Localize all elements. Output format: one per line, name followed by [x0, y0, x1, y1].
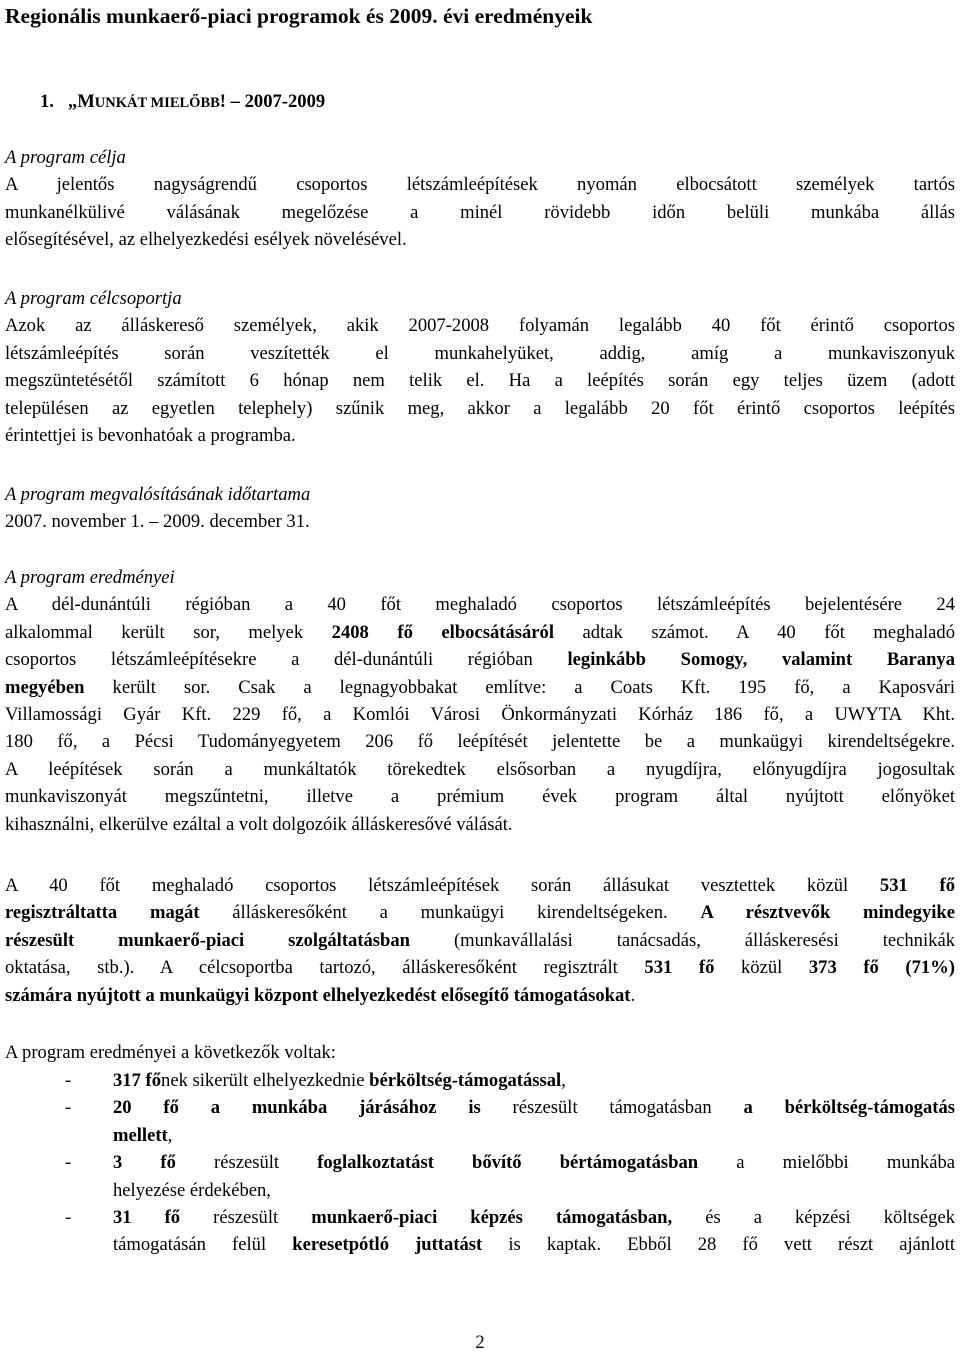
- results-list-intro: A program eredményei a következők voltak:: [5, 1042, 336, 1063]
- bold-run: bérköltség-támogatással: [369, 1070, 562, 1091]
- results-heading: A program eredményei: [5, 567, 175, 588]
- results-p1-line-5: Villamossági Gyár Kft. 229 fő, a Komlói Városi Önkormányzati Kórház 186 fő, a UWYTA Kht.: [5, 704, 955, 726]
- results-section: [5, 564, 955, 838]
- text-run: nek sikerült elhelyezkednie: [161, 1070, 370, 1091]
- results-p2-line-1: [5, 872, 955, 899]
- bold-run: mellett: [113, 1124, 168, 1146]
- text-run: részesült: [175, 1152, 318, 1174]
- section-number: 1.: [40, 91, 54, 112]
- results-p1-line-3: [5, 646, 955, 673]
- duration-section: [5, 481, 955, 536]
- bold-run: részesült munkaerő-piaci szolgáltatásban: [5, 929, 411, 951]
- text-run: csoportos létszámleépítésekre a dél-dunántúli régióban: [5, 649, 568, 671]
- section-heading: [40, 88, 325, 117]
- list-item: [5, 1204, 955, 1259]
- bold-run: 531 fő: [879, 875, 955, 896]
- duration-heading: A program megvalósításának időtartama: [5, 484, 311, 505]
- section-name-close: !: [219, 91, 226, 112]
- text-run: közül: [714, 957, 809, 979]
- list-item-body: [113, 1094, 955, 1149]
- results-p2-line-5: [5, 982, 955, 1009]
- text-run: ,: [167, 1124, 173, 1146]
- bold-run: 373 fő (71%): [808, 957, 955, 979]
- bold-run: regisztráltatta magát: [5, 902, 200, 924]
- text-run: .: [630, 984, 636, 1006]
- list-item-body: [113, 1149, 955, 1204]
- bold-run: munkaerő-piaci képzés támogatásban,: [311, 1207, 673, 1229]
- list-item: [5, 1067, 955, 1094]
- text-run: részesült: [180, 1207, 312, 1229]
- section-name-smallcaps: UNKÁT MIELŐBB: [94, 95, 220, 111]
- bold-run: 3 fő: [113, 1152, 176, 1174]
- results-p2-line-3: [5, 927, 955, 954]
- text-run: (munkavállalási tanácsadás, álláskeresési technikák: [410, 929, 955, 951]
- text-run: részesült támogatásban: [480, 1097, 744, 1119]
- text-run: is kaptak. Ebből 28 fő vett részt ajánlott: [482, 1234, 956, 1256]
- bold-run: 317 fő: [113, 1070, 162, 1091]
- bold-run: 31 fő: [113, 1207, 181, 1229]
- target-line-3: megszüntetésétől számított 6 hónap nem telik el. Ha a leépítés során egy teljes üzem (adott: [5, 370, 955, 392]
- results-p1-line-1: A dél-dunántúli régióban a 40 főt meghaladó csoportos létszámleépítés bejelentésére 24: [5, 594, 955, 616]
- goal-section: [5, 144, 955, 254]
- target-line-1: Azok az álláskereső személyek, akik 2007-2008 folyamán legalább 40 főt érintő csoportos: [5, 315, 955, 337]
- results-p1-line-2: [5, 619, 955, 646]
- bold-run: keresetpótló juttatást: [292, 1234, 483, 1256]
- list-item-body: [113, 1204, 955, 1259]
- list-item: [5, 1094, 955, 1149]
- text-run: oktatása, stb.). A célcsoportba tartozó, álláskeresőként regisztrált: [5, 957, 645, 979]
- results-p1-line-7: A leépítések során a munkáltatók törekedtek elsősorban a nyugdíjra, előnyugdíjra jogosultak: [5, 758, 955, 780]
- text-run: és a képzési költségek: [672, 1207, 956, 1229]
- list-item-line: [113, 1231, 955, 1258]
- results-p1-line-6: 180 fő, a Pécsi Tudományegyetem 206 fő leépítését jelentette be a munkaügyi kirendeltségekre.: [5, 731, 955, 753]
- target-line-2: létszámleépítés során veszítették el munkahelyüket, addig, amíg a munkaviszonyuk: [5, 342, 955, 364]
- list-item-line: [113, 1204, 955, 1231]
- bold-run: leginkább Somogy, valamint Baranya: [567, 649, 956, 671]
- text-run: adtak számot. A 40 főt meghaladó: [554, 621, 955, 643]
- list-item-line: helyezése érdekében,: [113, 1179, 271, 1201]
- list-item-line: [113, 1094, 955, 1121]
- page-title: Regionális munkaerő-piaci programok és 2009. évi eredményeik: [5, 4, 593, 28]
- list-dash: -: [65, 1097, 72, 1119]
- results-paragraph-2: [5, 872, 955, 1009]
- bold-run: a bérköltség-támogatás: [743, 1097, 955, 1119]
- section-name-open: „M: [67, 91, 95, 112]
- bold-run: A résztvevők mindegyike: [700, 902, 955, 924]
- bold-run: számára nyújtott a munkaügyi központ elhelyezkedést elősegítő támogatásokat: [5, 984, 631, 1006]
- text-run: álláskeresőként a munkaügyi kirendeltségeken.: [199, 902, 701, 924]
- section-years: 2007-2009: [244, 91, 326, 112]
- goal-line-2: munkanélkülivé válásának megelőzése a minél rövidebb időn belüli munkába állás: [5, 201, 955, 223]
- bold-run: 2408 fő elbocsátásáról: [331, 621, 554, 643]
- bold-run: 20 fő a munkába járásához is: [113, 1097, 481, 1119]
- results-list: [5, 1067, 955, 1259]
- bold-run: megyében: [5, 676, 85, 698]
- goal-line-3: elősegítésével, az elhelyezkedési esélyek növelésével.: [5, 229, 407, 251]
- results-p1-line-9: kihasználni, elkerülve ezáltal a volt dolgozóik álláskeresővé válását.: [5, 813, 513, 835]
- list-item-body: [113, 1067, 955, 1094]
- text-run: a mielőbbi munkába: [698, 1152, 955, 1174]
- list-dash: -: [65, 1070, 72, 1091]
- list-item-line: [113, 1149, 955, 1176]
- results-p2-line-4: [5, 954, 955, 981]
- list-item-line: [113, 1067, 955, 1094]
- list-dash: -: [65, 1207, 72, 1229]
- results-p2-line-2: [5, 899, 955, 926]
- goal-heading: A program célja: [5, 147, 126, 168]
- list-item-line: [113, 1122, 955, 1149]
- page-number: 2: [475, 1332, 485, 1353]
- duration-value: 2007. november 1. – 2009. december 31.: [5, 511, 310, 533]
- text-run: A 40 főt meghaladó csoportos létszámleépítések során állásukat vesztettek közül: [5, 875, 880, 896]
- target-line-4: településen az egyetlen telephely) szűnik meg, akkor a legalább 20 főt érintő csoportos leépítés: [5, 397, 955, 419]
- target-section: [5, 285, 955, 449]
- target-heading: A program célcsoportja: [5, 288, 182, 309]
- goal-line-1: A jelentős nagyságrendű csoportos létszámleépítések nyomán elbocsátott személyek tartós: [5, 174, 955, 196]
- list-item: [5, 1149, 955, 1204]
- results-p1-line-4: [5, 674, 955, 701]
- bold-run: foglalkoztatást bővítő bértámogatásban: [317, 1152, 699, 1174]
- bold-run: 531 fő: [644, 957, 715, 979]
- text-run: támogatásán felül: [113, 1234, 293, 1256]
- section-dash: –: [226, 91, 245, 112]
- text-run: alkalommal került sor, melyek: [5, 621, 332, 643]
- list-dash: -: [65, 1152, 72, 1174]
- text-run: ,: [561, 1070, 566, 1091]
- target-line-5: érintettjei is bevonhatóak a programba.: [5, 425, 296, 447]
- results-p1-line-8: munkaviszonyát megszűntetni, illetve a prémium évek program által nyújtott előnyöket: [5, 786, 955, 808]
- text-run: került sor. Csak a legnagyobbakat említve: a Coats Kft. 195 fő, a Kaposvári: [84, 676, 955, 698]
